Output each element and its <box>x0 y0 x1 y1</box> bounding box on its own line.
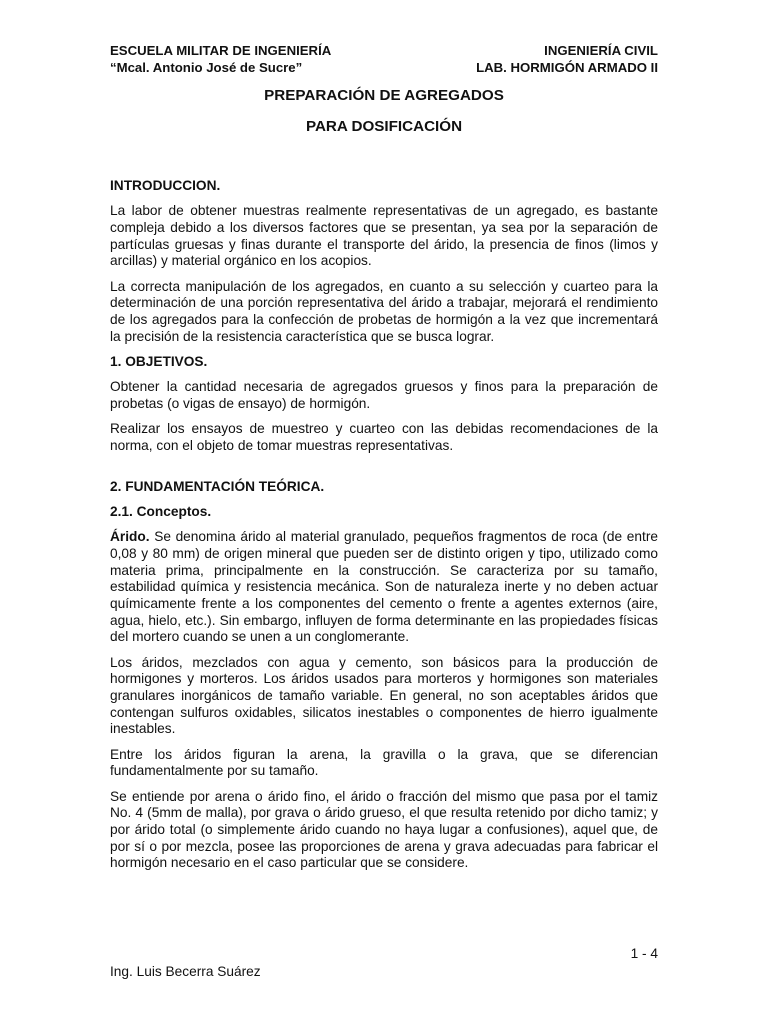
paragraph: Entre los áridos figuran la arena, la gravilla o la grava, que se diferencian fundamentalmente por su tamaño. <box>110 746 658 779</box>
document-subtitle: PARA DOSIFICACIÓN <box>305 118 463 135</box>
section-spacer <box>110 463 658 479</box>
section-heading-introduccion: INTRODUCCION. <box>110 178 221 193</box>
header-lab: LAB. HORMIGÓN ARMADO II <box>476 60 658 75</box>
header-department: INGENIERÍA CIVIL <box>544 43 658 58</box>
header-institution <box>110 42 331 76</box>
document-title: PREPARACIÓN DE AGREGADOS <box>264 87 504 104</box>
header-school-name: ESCUELA MILITAR DE INGENIERÍA <box>110 43 332 58</box>
paragraph: Obtener la cantidad necesaria de agregados gruesos y finos para la preparación de probetas (o vigas de ensayo) de hormigón. <box>110 379 658 411</box>
paragraph: Se entiende por arena o árido fino, el árido o fracción del mismo que pasa por el tamiz No. 4 (5mm de malla), por grava o árido grueso, el que resulta retenido por dicho tamiz; y por árido total (o simplemente árido cuando no haya lugar a confusiones), aquel que, de por sí o por mezcla, posee las proporciones de arena y grava adecuadas para fabricar el hormigón necesario en el caso particular que se considere. <box>110 788 658 871</box>
page-number: 1 - 4 <box>630 946 658 961</box>
paragraph: Realizar los ensayos de muestreo y cuarteo con las debidas recomendaciones de la norma, con el objeto de tomar muestras representativas. <box>110 420 658 453</box>
paragraph: La labor de obtener muestras realmente representativas de un agregado, es bastante compleja debido a los diversos factores que se presentan, ya sea por la separación de partículas gruesas y finas durante el transporte del árido, la presencia de finos (limos y arcillas) y material orgánico en los acopios. <box>110 203 658 269</box>
paragraph: Los áridos, mezclados con agua y cemento, son básicos para la producción de hormigones y morteros. Los áridos usados para morteros y hormigones son materiales granulares inorgánicos de tamaño variable. En general, no son aceptables áridos que contengan sulfuros oxidables, silicatos inestables o componentes de hierro igualmente inestables. <box>110 654 658 737</box>
section-heading-fundamentacion: 2. FUNDAMENTACIÓN TEÓRICA. <box>110 478 325 494</box>
header-school-subtitle: “Mcal. Antonio José de Sucre” <box>110 60 303 75</box>
paragraph: La correcta manipulación de los agregados, en cuanto a su selección y cuarteo para la determinación de una porción representativa del árido a trabajar, mejorará el rendimiento de los agregados para la confección de probetas de hormigón a la vez que incrementará la precisión de la resistencia característica que se busca lograr. <box>110 278 658 344</box>
term-arido: Árido. <box>110 529 150 545</box>
paragraph-arido <box>110 529 658 646</box>
definition-arido: Se denomina árido al material granulado, pequeños fragmentos de roca (de entre 0,08 y 80 mm) de origen mineral que pueden ser de distinto origen y tipo, utilizado como materia prima, principalmente en la construcción. Se caracteriza por su tamaño, estabilidad química y resistencia mecánica. Son de naturaleza inerte y no deben actuar químicamente frente a los componentes del cemento o frente a agentes externos (aire, agua, hielo, etc.). Sin embargo, influyen de forma determinante en las propiedades físicas del mortero cuando se unen a un conglomerante. <box>110 529 658 645</box>
header-course <box>476 42 658 76</box>
footer-author: Ing. Luis Becerra Suárez <box>110 964 261 979</box>
subsection-heading-conceptos: 2.1. Conceptos. <box>110 504 212 520</box>
section-heading-objetivos: 1. OBJETIVOS. <box>110 353 208 369</box>
document-body <box>110 178 658 881</box>
